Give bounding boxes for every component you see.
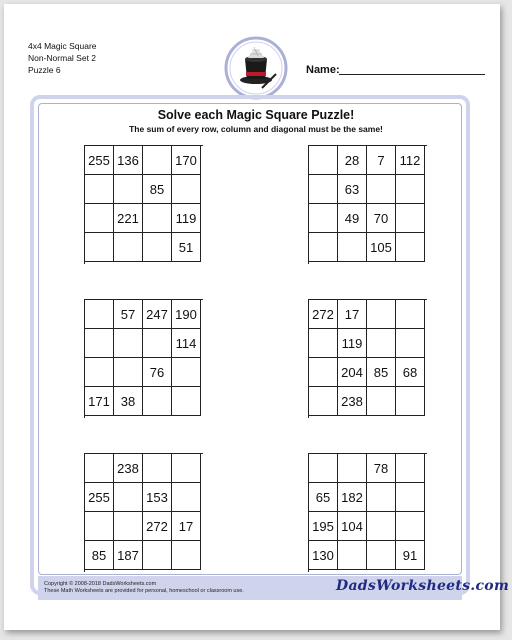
square-cell[interactable]	[396, 300, 425, 329]
square-cell: 70	[367, 204, 396, 233]
square-cell: 85	[85, 541, 114, 570]
square-cell[interactable]	[143, 541, 172, 570]
square-cell: 187	[114, 541, 143, 570]
square-cell: 78	[367, 454, 396, 483]
instructions-title: Solve each Magic Square Puzzle!	[157, 108, 355, 122]
square-cell[interactable]	[114, 233, 143, 262]
square-cell: 238	[114, 454, 143, 483]
usage-notice: These Math Worksheets are provided for personal, homeschool or classroom use.	[44, 588, 244, 594]
magic-square-6	[308, 453, 427, 572]
magic-square-1	[84, 145, 203, 264]
square-cell[interactable]	[309, 454, 338, 483]
square-cell: 255	[85, 146, 114, 175]
square-cell[interactable]	[143, 233, 172, 262]
square-cell[interactable]	[309, 329, 338, 358]
square-cell[interactable]	[85, 512, 114, 541]
square-cell[interactable]	[396, 483, 425, 512]
square-cell: 238	[338, 387, 367, 416]
square-cell[interactable]	[309, 387, 338, 416]
square-cell[interactable]	[396, 454, 425, 483]
square-cell: 195	[309, 512, 338, 541]
square-cell[interactable]	[338, 233, 367, 262]
square-cell: 38	[114, 387, 143, 416]
square-cell[interactable]	[338, 454, 367, 483]
square-cell: 255	[85, 483, 114, 512]
magic-square-2	[308, 145, 427, 264]
header-line-title: 4x4 Magic Square	[28, 41, 97, 51]
square-cell[interactable]	[367, 300, 396, 329]
worksheet-header	[28, 40, 97, 76]
square-cell[interactable]	[396, 175, 425, 204]
square-cell[interactable]	[172, 358, 201, 387]
instructions-subtitle: The sum of every row, column and diagonal must be the same!	[129, 124, 383, 134]
square-cell[interactable]	[367, 541, 396, 570]
square-cell: 91	[396, 541, 425, 570]
header-line-puzzle: Puzzle 6	[28, 65, 61, 75]
name-blank-line[interactable]	[339, 74, 485, 75]
square-cell[interactable]	[114, 175, 143, 204]
square-cell[interactable]	[396, 204, 425, 233]
square-cell: 105	[367, 233, 396, 262]
square-cell: 57	[114, 300, 143, 329]
square-cell[interactable]	[396, 387, 425, 416]
square-cell: 85	[143, 175, 172, 204]
square-cell[interactable]	[172, 175, 201, 204]
square-cell: 28	[338, 146, 367, 175]
name-label: Name:	[306, 64, 340, 76]
square-cell[interactable]	[85, 233, 114, 262]
footer-copyright	[44, 581, 244, 595]
square-cell[interactable]	[143, 146, 172, 175]
square-cell[interactable]	[396, 329, 425, 358]
magic-square-5	[84, 453, 203, 572]
square-cell: 136	[114, 146, 143, 175]
header-line-set: Non-Normal Set 2	[28, 53, 97, 63]
square-cell: 247	[143, 300, 172, 329]
square-cell[interactable]	[143, 454, 172, 483]
square-cell[interactable]	[85, 454, 114, 483]
square-cell: 7	[367, 146, 396, 175]
square-cell[interactable]	[396, 233, 425, 262]
dadsworksheets-logo: DadsWorksheets.com	[336, 578, 510, 594]
square-cell: 51	[172, 233, 201, 262]
square-cell[interactable]	[143, 204, 172, 233]
square-cell[interactable]	[367, 175, 396, 204]
square-cell: 272	[309, 300, 338, 329]
square-cell[interactable]	[85, 175, 114, 204]
square-cell[interactable]	[85, 204, 114, 233]
square-cell: 17	[338, 300, 367, 329]
square-cell[interactable]	[367, 483, 396, 512]
square-cell[interactable]	[396, 512, 425, 541]
square-cell: 153	[143, 483, 172, 512]
square-cell: 17	[172, 512, 201, 541]
square-cell: 63	[338, 175, 367, 204]
square-cell: 49	[338, 204, 367, 233]
square-cell: 204	[338, 358, 367, 387]
magic-square-4	[308, 299, 427, 418]
square-cell[interactable]	[114, 358, 143, 387]
square-cell: 76	[143, 358, 172, 387]
square-cell[interactable]	[172, 387, 201, 416]
square-cell: 114	[172, 329, 201, 358]
square-cell: 119	[338, 329, 367, 358]
square-cell[interactable]	[172, 541, 201, 570]
square-cell: 119	[172, 204, 201, 233]
square-cell: 182	[338, 483, 367, 512]
magic-top-hat-icon	[224, 36, 288, 100]
square-cell[interactable]	[114, 512, 143, 541]
square-cell: 170	[172, 146, 201, 175]
square-cell[interactable]	[143, 387, 172, 416]
square-cell: 104	[338, 512, 367, 541]
square-cell[interactable]	[367, 329, 396, 358]
square-cell[interactable]	[309, 146, 338, 175]
square-cell[interactable]	[85, 300, 114, 329]
square-cell: 85	[367, 358, 396, 387]
square-cell[interactable]	[172, 483, 201, 512]
square-cell: 190	[172, 300, 201, 329]
square-cell[interactable]	[114, 329, 143, 358]
square-cell[interactable]	[338, 541, 367, 570]
square-cell[interactable]	[172, 454, 201, 483]
square-cell[interactable]	[85, 329, 114, 358]
square-cell: 65	[309, 483, 338, 512]
square-cell[interactable]	[367, 387, 396, 416]
square-cell: 112	[396, 146, 425, 175]
magic-square-3	[84, 299, 203, 418]
square-cell[interactable]	[114, 483, 143, 512]
square-cell[interactable]	[309, 233, 338, 262]
square-cell[interactable]	[367, 512, 396, 541]
copyright-text: Copyright © 2008-2018 DadsWorksheets.com	[44, 581, 157, 587]
square-cell: 221	[114, 204, 143, 233]
square-cell: 171	[85, 387, 114, 416]
square-cell[interactable]	[309, 358, 338, 387]
square-cell[interactable]	[85, 358, 114, 387]
square-cell: 130	[309, 541, 338, 570]
square-cell: 272	[143, 512, 172, 541]
square-cell: 68	[396, 358, 425, 387]
square-cell[interactable]	[309, 175, 338, 204]
square-cell[interactable]	[309, 204, 338, 233]
square-cell[interactable]	[143, 329, 172, 358]
